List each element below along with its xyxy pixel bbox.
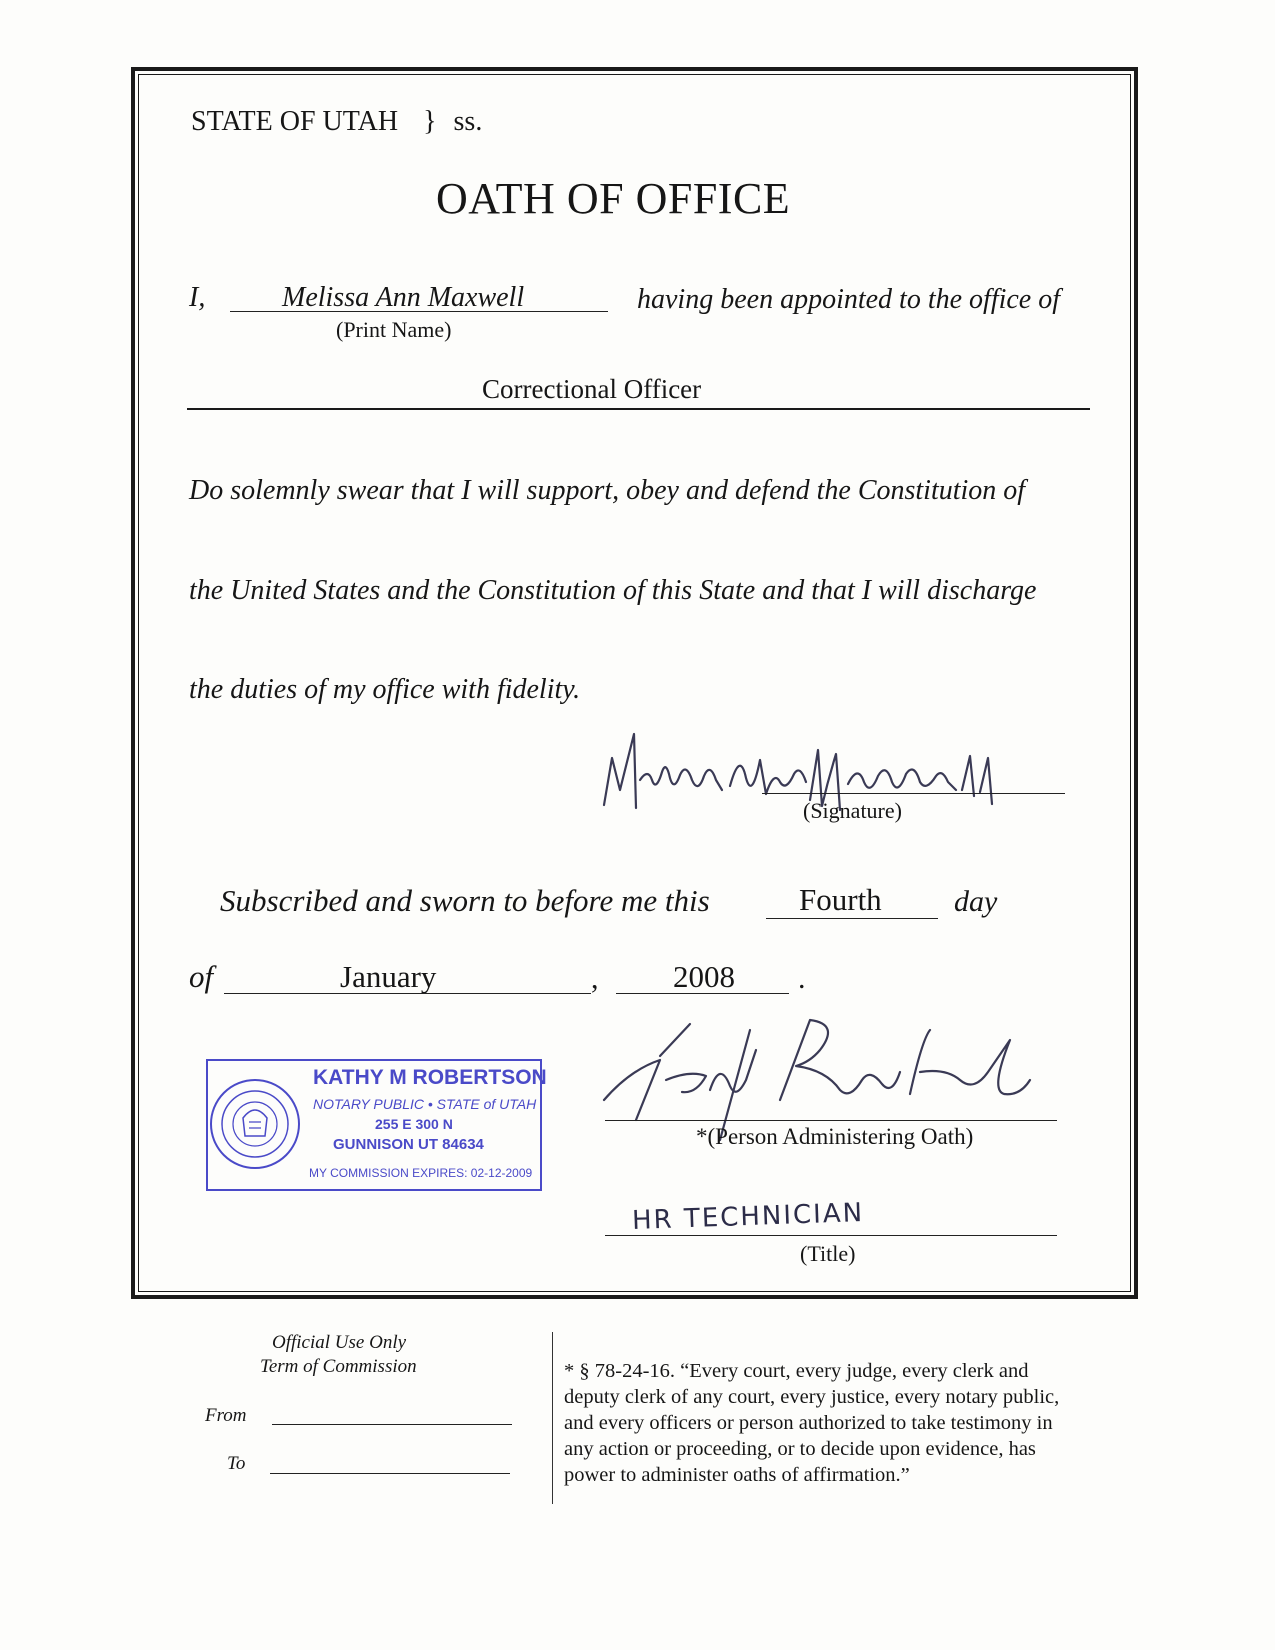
i-prefix: I, — [189, 282, 206, 313]
term-of-commission: Term of Commission — [260, 1356, 417, 1377]
title-value: HR TECHNICIAN — [631, 1197, 865, 1237]
day-underline — [766, 918, 938, 919]
ss-label: ss. — [453, 106, 483, 137]
year-period: . — [798, 962, 806, 995]
page-title: OATH OF OFFICE — [436, 174, 791, 223]
name-underline — [230, 311, 608, 312]
appointee-name: Melissa Ann Maxwell — [282, 282, 525, 313]
sworn-lead: Subscribed and sworn to before me this — [220, 883, 710, 918]
signature-line — [762, 793, 1065, 794]
brace: } — [423, 106, 437, 137]
oath-line-2: the United States and the Constitution of this State and that I will discharge — [189, 575, 1037, 606]
oath-line-1: Do solemnly swear that I will support, obey and defend the Constitution of — [189, 475, 1026, 506]
stamp-name: KATHY M ROBERTSON — [313, 1066, 547, 1089]
footnote-line-4: any action or proceeding, or to decide upon evidence, has — [564, 1438, 1036, 1460]
administrator-line — [605, 1120, 1057, 1121]
footnote-line-2: deputy clerk of any court, every justice, every notary public, — [564, 1386, 1060, 1408]
to-label: To — [227, 1453, 246, 1474]
signature-caption: (Signature) — [803, 798, 902, 823]
statute-footnote — [564, 1358, 1059, 1488]
administrator-caption: *(Person Administering Oath) — [696, 1124, 974, 1149]
official-use-heading: Official Use Only — [272, 1332, 407, 1353]
footnote-line-5: power to administer oaths of affirmation.” — [564, 1464, 910, 1486]
month-value: January — [340, 959, 437, 994]
stamp-line-3: GUNNISON UT 84634 — [333, 1136, 484, 1153]
of-word: of — [189, 959, 214, 994]
day-value: Fourth — [799, 882, 882, 917]
oath-line-3: the duties of my office with fidelity. — [189, 674, 581, 705]
to-field — [270, 1473, 510, 1474]
stamp-line-1: NOTARY PUBLIC • STATE of UTAH — [313, 1096, 537, 1112]
year-value: 2008 — [673, 959, 735, 994]
title-caption: (Title) — [800, 1241, 856, 1266]
state-header — [191, 106, 482, 138]
office-underline — [187, 408, 1090, 410]
footnote-line-3: and every officers or person authorized to take testimony in — [564, 1412, 1053, 1434]
office-value: Correctional Officer — [482, 374, 702, 404]
name-caption: (Print Name) — [336, 317, 452, 342]
notary-stamp — [205, 1058, 547, 1192]
month-comma: , — [591, 962, 599, 995]
appointed-text: having been appointed to the office of — [637, 284, 1061, 315]
footnote-line-1: * § 78-24-16. “Every court, every judge, every clerk and — [564, 1360, 1029, 1382]
day-word: day — [954, 885, 998, 918]
from-field — [272, 1424, 512, 1425]
year-underline — [616, 993, 789, 994]
stamp-line-4: MY COMMISSION EXPIRES: 02-12-2009 — [309, 1166, 533, 1180]
month-underline — [224, 993, 591, 994]
footer-divider — [552, 1332, 553, 1504]
stamp-line-2: 255 E 300 N — [375, 1116, 453, 1132]
state-name: STATE OF UTAH — [191, 106, 399, 137]
title-underline — [605, 1235, 1057, 1236]
from-label: From — [205, 1405, 247, 1426]
